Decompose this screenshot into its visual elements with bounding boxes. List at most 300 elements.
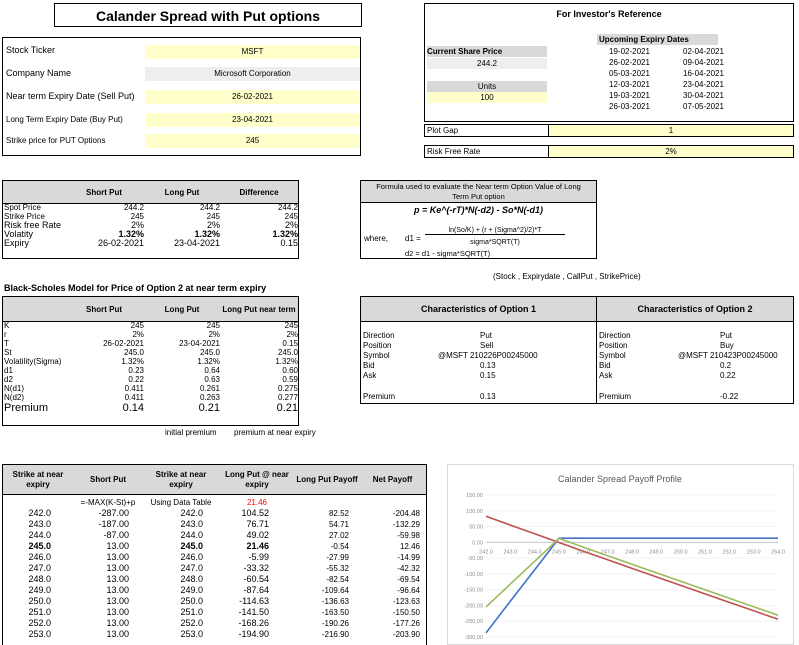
payoff-cell: -123.63 [392,597,420,606]
summary-row-label: Spot Price [4,203,41,212]
chart-xtick-label: 250.0 [673,549,688,556]
bs-cell: 0.411 [124,393,144,402]
option2-premium-label: Premium [599,392,632,401]
payoff-table [3,465,426,640]
payoff-cell: -55.32 [326,564,349,573]
payoff-chart [447,464,794,645]
payoff-cell: 253.0 [28,629,51,639]
option-field-value: Sell [480,341,494,350]
expiry-date: 19-02-2021 [609,47,650,56]
payoff-col-longpayoff: Long Put Payoff [296,474,358,484]
payoff-cell: 250.0 [28,596,51,606]
chart-xtick-label: 248.0 [625,549,639,556]
payoff-col-strike2: Strike at near expiry [155,469,207,489]
summary-cell: 245 [284,212,298,221]
payoff-cell: 250.0 [180,596,203,606]
chart-ytick-label: 150.00 [466,493,483,499]
payoff-cell: 244.0 [180,530,203,540]
payoff-row [3,574,426,585]
option-field-label: Position [599,341,628,350]
plot-gap-row [424,124,794,137]
option2-panel [596,296,794,404]
option-row [599,331,793,341]
payoff-cell: 246.0 [180,552,203,562]
plot-gap-value[interactable]: 1 [548,125,793,136]
payoff-cell: -163.50 [321,608,349,617]
summary-panel [2,180,299,259]
expiry-row [597,57,757,68]
payoff-cell: 13.00 [106,574,129,584]
bs-cell: 0.22 [128,375,144,384]
payoff-cell: -82.54 [326,575,349,584]
summary-cell: 244.2 [199,203,220,212]
bs-cell: 245.0 [277,348,298,357]
payoff-cell: 247.0 [28,563,51,573]
bs-row [4,384,298,393]
chart-xtick-label: 254.0 [771,549,785,556]
summary-row-label: Risk free Rate [4,220,62,230]
bs-row-label: Volatility(Sigma) [4,357,62,366]
option-field-label: Direction [599,331,631,340]
option1-premium-label: Premium [363,392,396,401]
formula-where: where, [364,234,389,243]
option2-title: Characteristics of Option 2 [597,297,793,322]
payoff-cell: 242.0 [180,508,203,518]
payoff-cell: 252.0 [180,618,203,628]
option-field-value: @MSFT 210226P00245000 [438,351,538,360]
rfr-value[interactable]: 2% [548,146,793,157]
payoff-row [3,541,426,552]
chart-xtick-label: 244.0 [527,549,542,556]
summary-cell: 1.32% [272,229,298,239]
option-row [363,351,593,361]
bs-premium-long: 0.21 [198,402,220,414]
payoff-cell: 49.02 [246,530,269,540]
bs-row [4,330,298,339]
payoff-cell: 244.0 [28,530,51,540]
expiry-date: 26-03-2021 [609,102,650,111]
bs-row-label: T [4,339,9,348]
summary-cell: 1.32% [194,229,220,239]
summary-cell: 244.2 [277,203,298,212]
payoff-cell: 245.0 [180,541,203,551]
chart-series-1 [486,516,778,619]
option-row [599,361,793,371]
option-row [599,371,793,381]
payoff-cell: -203.90 [392,630,420,639]
payoff-cell: 12.46 [399,542,420,551]
option1-rows [363,331,593,381]
payoff-panel [2,464,427,645]
summary-row-label: Expiry [4,238,30,248]
bs-cell: 245 [130,321,144,330]
bs-row [4,375,298,384]
price-value[interactable]: 244.2 [427,58,547,69]
rfr-label: Risk Free Rate [427,147,481,156]
payoff-cell: -204.48 [392,509,420,518]
summary-cell: 0.15 [280,238,298,248]
page-title: Calander Spread with Put options [95,8,321,24]
payoff-cell: 13.00 [106,618,129,628]
option-field-value: Put [720,331,733,340]
bs-row-label: N(d2) [4,393,25,402]
summary-cell: 2% [206,220,220,230]
payoff-cell: 13.00 [106,563,129,573]
payoff-row [3,629,426,640]
input-strike[interactable]: 245 [145,134,360,148]
payoff-chart-svg [448,465,793,644]
payoff-ref-value: 21.46 [246,498,268,507]
symbol-format-note: (Stock , Expirydate , CallPut , StrikePrice) [493,272,641,281]
bs-cell: 1.32% [275,357,298,366]
option-row [363,371,593,381]
bs-cell: 0.23 [128,366,144,375]
payoff-cell: 76.71 [246,519,269,529]
bs-cell: 2% [286,330,298,339]
option-field-value: Buy [720,341,734,350]
payoff-cell: 248.0 [180,574,203,584]
input-label-strike: Strike price for PUT Options [6,136,106,145]
option-field-label: Direction [363,331,395,340]
bs-cell: 26-02-2021 [103,339,144,348]
bs-col-long: Long Put [164,304,200,314]
bs-cell: 0.15 [282,339,298,348]
payoff-cell: 247.0 [180,563,203,573]
formula-d1-label: d1 = [405,234,421,243]
payoff-cell: 243.0 [180,519,203,529]
payoff-cell: 13.00 [106,552,129,562]
input-company[interactable]: Microsoft Corporation [145,67,360,81]
payoff-cell: -96.64 [397,586,420,595]
input-ticker[interactable]: MSFT [145,45,360,59]
option-field-label: Ask [599,371,613,380]
input-label-long-expiry: Long Term Expiry Date (Buy Put) [6,115,123,124]
input-long-expiry[interactable]: 23-04-2021 [145,113,360,127]
option-field-value: 0.2 [720,361,732,370]
formula-d1-num: ln(So/K) + (r + (Sigma^2)/2)*T [425,227,565,235]
option2-rows [599,331,793,381]
bs-cell: 0.261 [199,384,220,393]
payoff-cell: 13.00 [106,596,129,606]
payoff-cell: -42.32 [397,564,420,573]
bs-row-label: r [4,330,7,339]
chart-xtick-label: 253.0 [746,549,761,556]
expiry-row [597,79,757,90]
payoff-cell: -194.90 [238,629,269,639]
option-field-value: 0.22 [720,371,736,380]
bs-row [4,366,298,375]
payoff-cell: -187.00 [98,519,129,529]
option-row [599,351,793,361]
price-label: Current Share Price [427,46,547,57]
formula-d1-den: sigma*SQRT(T) [470,239,520,246]
payoff-cell: -114.63 [239,596,269,606]
rfr-row [424,145,794,158]
bs-row [4,339,298,348]
summary-cell: 245 [130,212,144,221]
chart-ytick-label: 100.00 [466,508,483,515]
bs-premium-short: 0.14 [122,402,144,414]
expiry-date: 09-04-2021 [683,58,724,67]
bs-cell: 23-04-2021 [179,339,220,348]
summary-col-diff: Difference [239,187,279,197]
formula-panel [360,180,597,259]
payoff-cell: 21.46 [246,541,269,551]
payoff-datatable-note: Using Data Table [150,498,212,507]
reference-title: For Investor's Reference [556,9,662,19]
payoff-cell: -132.29 [392,520,420,529]
formula-d2: d2 = d1 - sigma*SQRT(T) [405,249,491,258]
payoff-cell: 246.0 [28,552,51,562]
bs-cell: 0.64 [204,366,220,375]
chart-xtick-label: 242.0 [479,549,493,556]
chart-ytick-label: -50.00 [467,556,483,563]
units-value[interactable]: 100 [427,92,547,103]
payoff-cell: 104.52 [241,508,269,518]
expiry-row [597,68,757,79]
bs-row-label: N(d1) [4,384,25,393]
payoff-cell: 54.71 [328,520,349,529]
payoff-cell: 249.0 [28,585,51,595]
payoff-cell: 13.00 [106,629,129,639]
expiry-date: 30-04-2021 [683,91,724,100]
payoff-cell: 13.00 [106,585,129,595]
summary-row [4,230,298,239]
bs-premium-label: Premium [4,402,49,414]
bs-cell: 245 [206,321,220,330]
bs-cell: 1.32% [197,357,220,366]
option-field-label: Position [363,341,392,350]
option-field-label: Ask [363,371,377,380]
payoff-row [3,585,426,596]
bs-cell: 0.275 [277,384,298,393]
payoff-cell: -141.50 [238,607,269,617]
bs-col-near: Long Put near term [222,304,296,314]
bs-foot-initial: initial premium [165,428,217,437]
chart-ytick-label: -200.00 [464,603,483,610]
option1-title: Characteristics of Option 1 [361,297,596,322]
payoff-formula-note: =-MAX(K-St)+p [80,498,136,507]
payoff-cell: 252.0 [28,618,51,628]
formula-caption: Formula used to evaluate the Near term Option Value of Long Term Put option [361,181,596,203]
plot-gap-label: Plot Gap [427,126,459,135]
payoff-col-net: Net Payoff [372,475,413,484]
bs-row [4,393,298,402]
bs-cell: 0.59 [282,375,298,384]
option2-premium-value: -0.22 [720,392,739,401]
payoff-row [3,563,426,574]
payoff-cell: 243.0 [28,519,51,529]
payoff-cell: -177.26 [392,619,420,628]
bs-cell: 245.0 [199,348,220,357]
chart-ytick-label: 50.00 [469,524,483,531]
expiry-date: 23-04-2021 [683,80,724,89]
input-label-company: Company Name [6,68,72,78]
summary-row [4,203,298,212]
payoff-col-strike1: Strike at near expiry [12,469,64,489]
chart-title: Calander Spread Payoff Profile [558,474,682,484]
chart-ytick-label: -100.00 [464,571,483,578]
expiry-row [597,101,757,112]
option-row [363,331,593,341]
summary-col-short: Short Put [86,187,122,197]
payoff-cell: -87.64 [243,585,269,595]
option-field-value: Put [480,331,493,340]
option-field-label: Symbol [599,351,626,360]
payoff-cell: -150.50 [392,608,420,617]
bs-cell: 0.60 [282,366,298,375]
bs-col-short: Short Put [86,304,122,314]
payoff-col-longnear: Long Put @ near expiry [225,469,289,489]
bs-cell: 0.263 [199,393,220,402]
chart-ytick-label: -300.00 [464,635,483,641]
expiry-date: 07-05-2021 [683,102,724,111]
bs-cell: 0.63 [204,375,220,384]
chart-xtick-label: 246.0 [576,549,591,556]
bs-foot-near: premium at near expiry [234,428,316,437]
payoff-row [3,607,426,618]
payoff-cell: -0.54 [330,542,349,551]
option1-panel [360,296,597,404]
summary-row-label: Strike Price [4,212,45,221]
payoff-cell: 82.52 [328,509,349,518]
payoff-cell: -190.26 [321,619,349,628]
option-field-label: Bid [599,361,611,370]
expiry-header: Upcoming Expiry Dates [597,34,718,45]
summary-cell: 23-04-2021 [173,238,220,248]
summary-row [4,239,298,248]
payoff-row [3,552,426,563]
units-label: Units [427,81,547,92]
summary-cell: 245 [206,212,220,221]
payoff-cell: -33.32 [243,563,269,573]
option-row [363,361,593,371]
summary-cell: 244.2 [123,203,144,212]
chart-xtick-label: 243.0 [503,549,518,556]
bs-row [4,348,298,357]
summary-table [4,181,298,248]
option-field-label: Bid [363,361,375,370]
payoff-cell: 27.02 [328,531,349,540]
payoff-cell: 242.0 [28,508,51,518]
bs-cell: 245 [284,321,298,330]
bs-row-label: K [4,321,10,330]
payoff-cell: 251.0 [28,607,51,617]
expiry-date: 19-03-2021 [609,91,650,100]
bs-row-label: d2 [4,375,13,384]
inputs-panel [2,37,361,156]
payoff-col-short: Short Put [90,475,126,484]
payoff-cell: 248.0 [28,574,51,584]
chart-ytick-label: -150.00 [464,587,483,594]
payoff-cell: 245.0 [28,541,51,551]
payoff-cell: -5.99 [248,552,269,562]
bs-row-label: d1 [4,366,13,375]
option-field-label: Symbol [363,351,390,360]
payoff-row [3,508,426,519]
chart-ytick-label: 0.00 [472,540,483,547]
title-box [54,3,362,27]
expiry-date: 12-03-2021 [609,80,650,89]
chart-xtick-label: 245.0 [552,549,566,556]
summary-cell: 1.32% [118,229,144,239]
bs-cell: 245.0 [123,348,144,357]
bs-panel [2,296,299,426]
expiry-list [597,46,757,112]
payoff-cell: 251.0 [180,607,203,617]
expiry-row [597,46,757,57]
payoff-row [3,618,426,629]
bs-row [4,357,298,366]
option-row [363,341,593,351]
input-near-expiry[interactable]: 26-02-2021 [145,90,360,104]
input-label-ticker: Stock Ticker [6,45,56,55]
bs-table [4,297,298,415]
expiry-date: 26-02-2021 [609,58,650,67]
chart-xtick-label: 252.0 [722,549,737,556]
formula-main: p = Ke^(-rT)*N(-d2) - So*N(-d1) [414,205,543,215]
bs-cell: 2% [208,330,220,339]
bs-cell: 0.411 [124,384,144,393]
summary-row [4,221,298,230]
option-row [599,341,793,351]
chart-xtick-label: 247.0 [600,549,615,556]
payoff-cell: -216.90 [321,630,349,639]
expiry-row [597,90,757,101]
summary-row-label: Volatity [4,229,34,239]
bs-cell: 0.277 [277,393,298,402]
payoff-cell: 253.0 [180,629,203,639]
summary-cell: 26-02-2021 [97,238,144,248]
summary-cell: 2% [284,220,298,230]
payoff-cell: -14.99 [397,553,420,562]
payoff-cell: 249.0 [180,585,203,595]
chart-ytick-label: -250.00 [464,619,483,626]
option-field-value: @MSFT 210423P00245000 [678,351,778,360]
payoff-cell: -59.98 [397,531,420,540]
expiry-date: 05-03-2021 [609,69,650,78]
bs-cell: 1.32% [121,357,144,366]
payoff-cell: 13.00 [106,607,129,617]
payoff-row [3,530,426,541]
bs-title: Black-Scholes Model for Price of Option 2 at near term expiry [4,283,267,293]
payoff-cell: -287.00 [98,508,129,518]
payoff-row [3,519,426,530]
payoff-cell: -136.63 [321,597,349,606]
chart-xtick-label: 249.0 [649,549,664,556]
summary-col-long: Long Put [164,187,200,197]
option-field-value: 0.15 [480,371,496,380]
bs-cell: 2% [132,330,144,339]
payoff-cell: -168.26 [238,618,269,628]
payoff-row [3,596,426,607]
bs-row [4,321,298,330]
payoff-cell: -109.64 [321,586,349,595]
payoff-cell: 13.00 [106,541,129,551]
payoff-cell: -60.54 [243,574,269,584]
summary-cell: 2% [130,220,144,230]
payoff-cell: -69.54 [397,575,420,584]
bs-premium-near: 0.21 [276,402,298,414]
payoff-cell: -87.00 [103,530,129,540]
input-label-near-expiry: Near term Expiry Date (Sell Put) [6,91,135,101]
bs-row-label: St [4,348,12,357]
option1-premium-value: 0.13 [480,392,496,401]
expiry-date: 02-04-2021 [683,47,724,56]
payoff-cell: -27.99 [326,553,349,562]
expiry-date: 16-04-2021 [683,69,724,78]
chart-xtick-label: 251.0 [698,549,712,556]
